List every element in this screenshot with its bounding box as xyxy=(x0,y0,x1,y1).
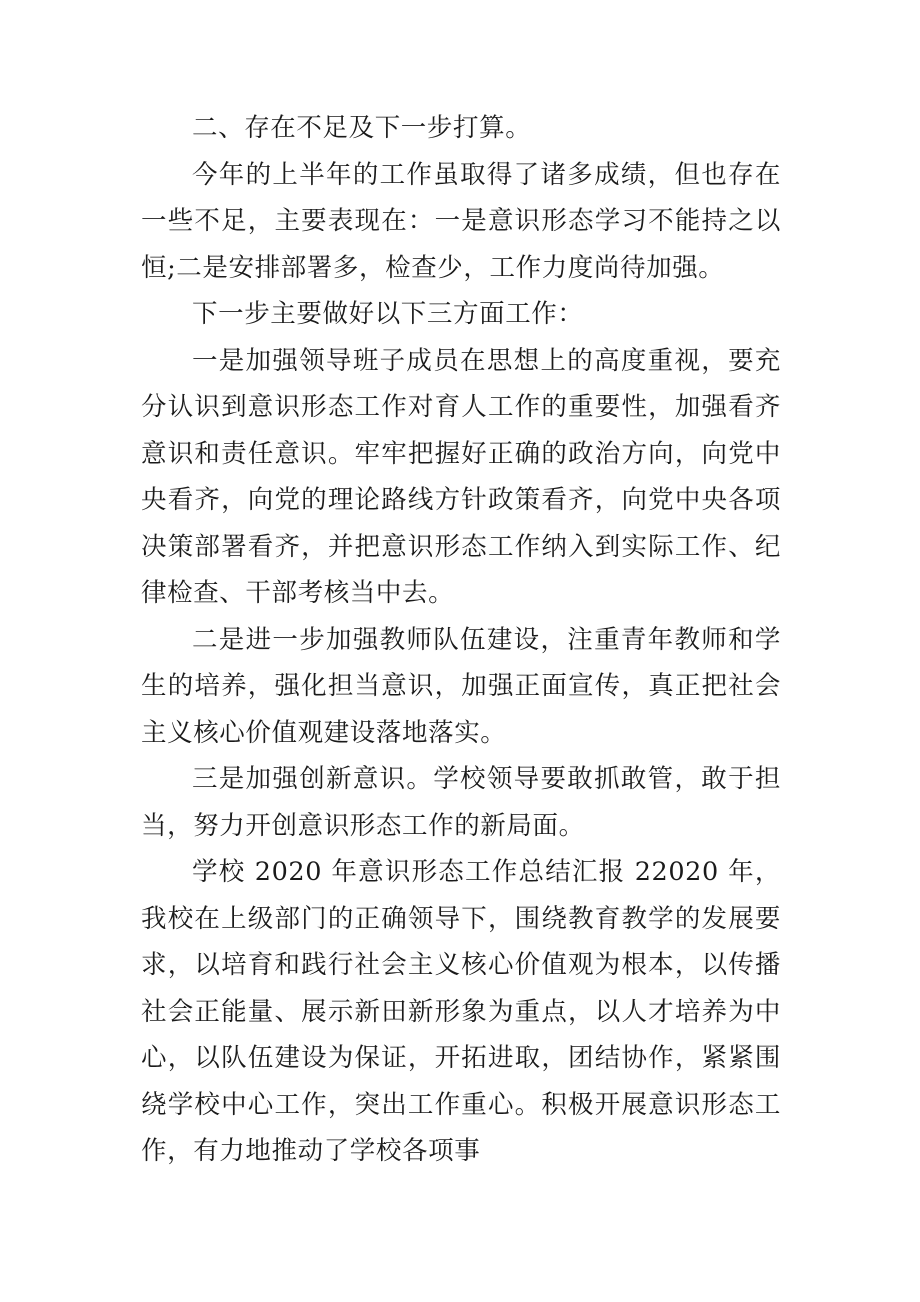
paragraph-next-steps-intro: 下一步主要做好以下三方面工作： xyxy=(192,299,584,329)
paragraph-shortcomings: 今年的上半年的工作虽取得了诸多成绩，但也存在一些不足，主要表现在：一是意识形态学习不能持之以恒;二是安排部署多，检查少，工作力度尚待加强。 xyxy=(141,159,781,283)
paragraph-summary-report: 学校 2020 年意识形态工作总结汇报 22020 年，我校在上级部门的正确领导下，围绕教育教学的发展要求，以培育和践行社会主义核心价值观为根本，以传播社会正能量、展示新田新形象为重点，以人才培养为中心，以队伍建设为保证，开拓进取，团结协作，紧紧围绕学校中心工作，突出工作重心。积极开展意识形态工作，有力地推动了学校各项事 xyxy=(141,857,781,1166)
paragraph-step-one: 一是加强领导班子成员在思想上的高度重视，要充分认识到意识形态工作对育人工作的重要性，加强看齐意识和责任意识。牢牢把握好正确的政治方向，向党中央看齐，向党的理论路线方针政策看齐，向党中央各项决策部署看齐，并把意识形态工作纳入到实际工作、纪律检查、干部考核当中去。 xyxy=(141,345,781,608)
section-heading: 二、存在不足及下一步打算。 xyxy=(192,113,532,143)
paragraph-step-two: 二是进一步加强教师队伍建设，注重青年教师和学生的培养，强化担当意识，加强正面宣传，真正把社会主义核心价值观建设落地落实。 xyxy=(141,624,781,748)
document-body xyxy=(141,105,781,1175)
paragraph-step-three: 三是加强创新意识。学校领导要敢抓敢管，敢于担当，努力开创意识形态工作的新局面。 xyxy=(141,764,781,841)
